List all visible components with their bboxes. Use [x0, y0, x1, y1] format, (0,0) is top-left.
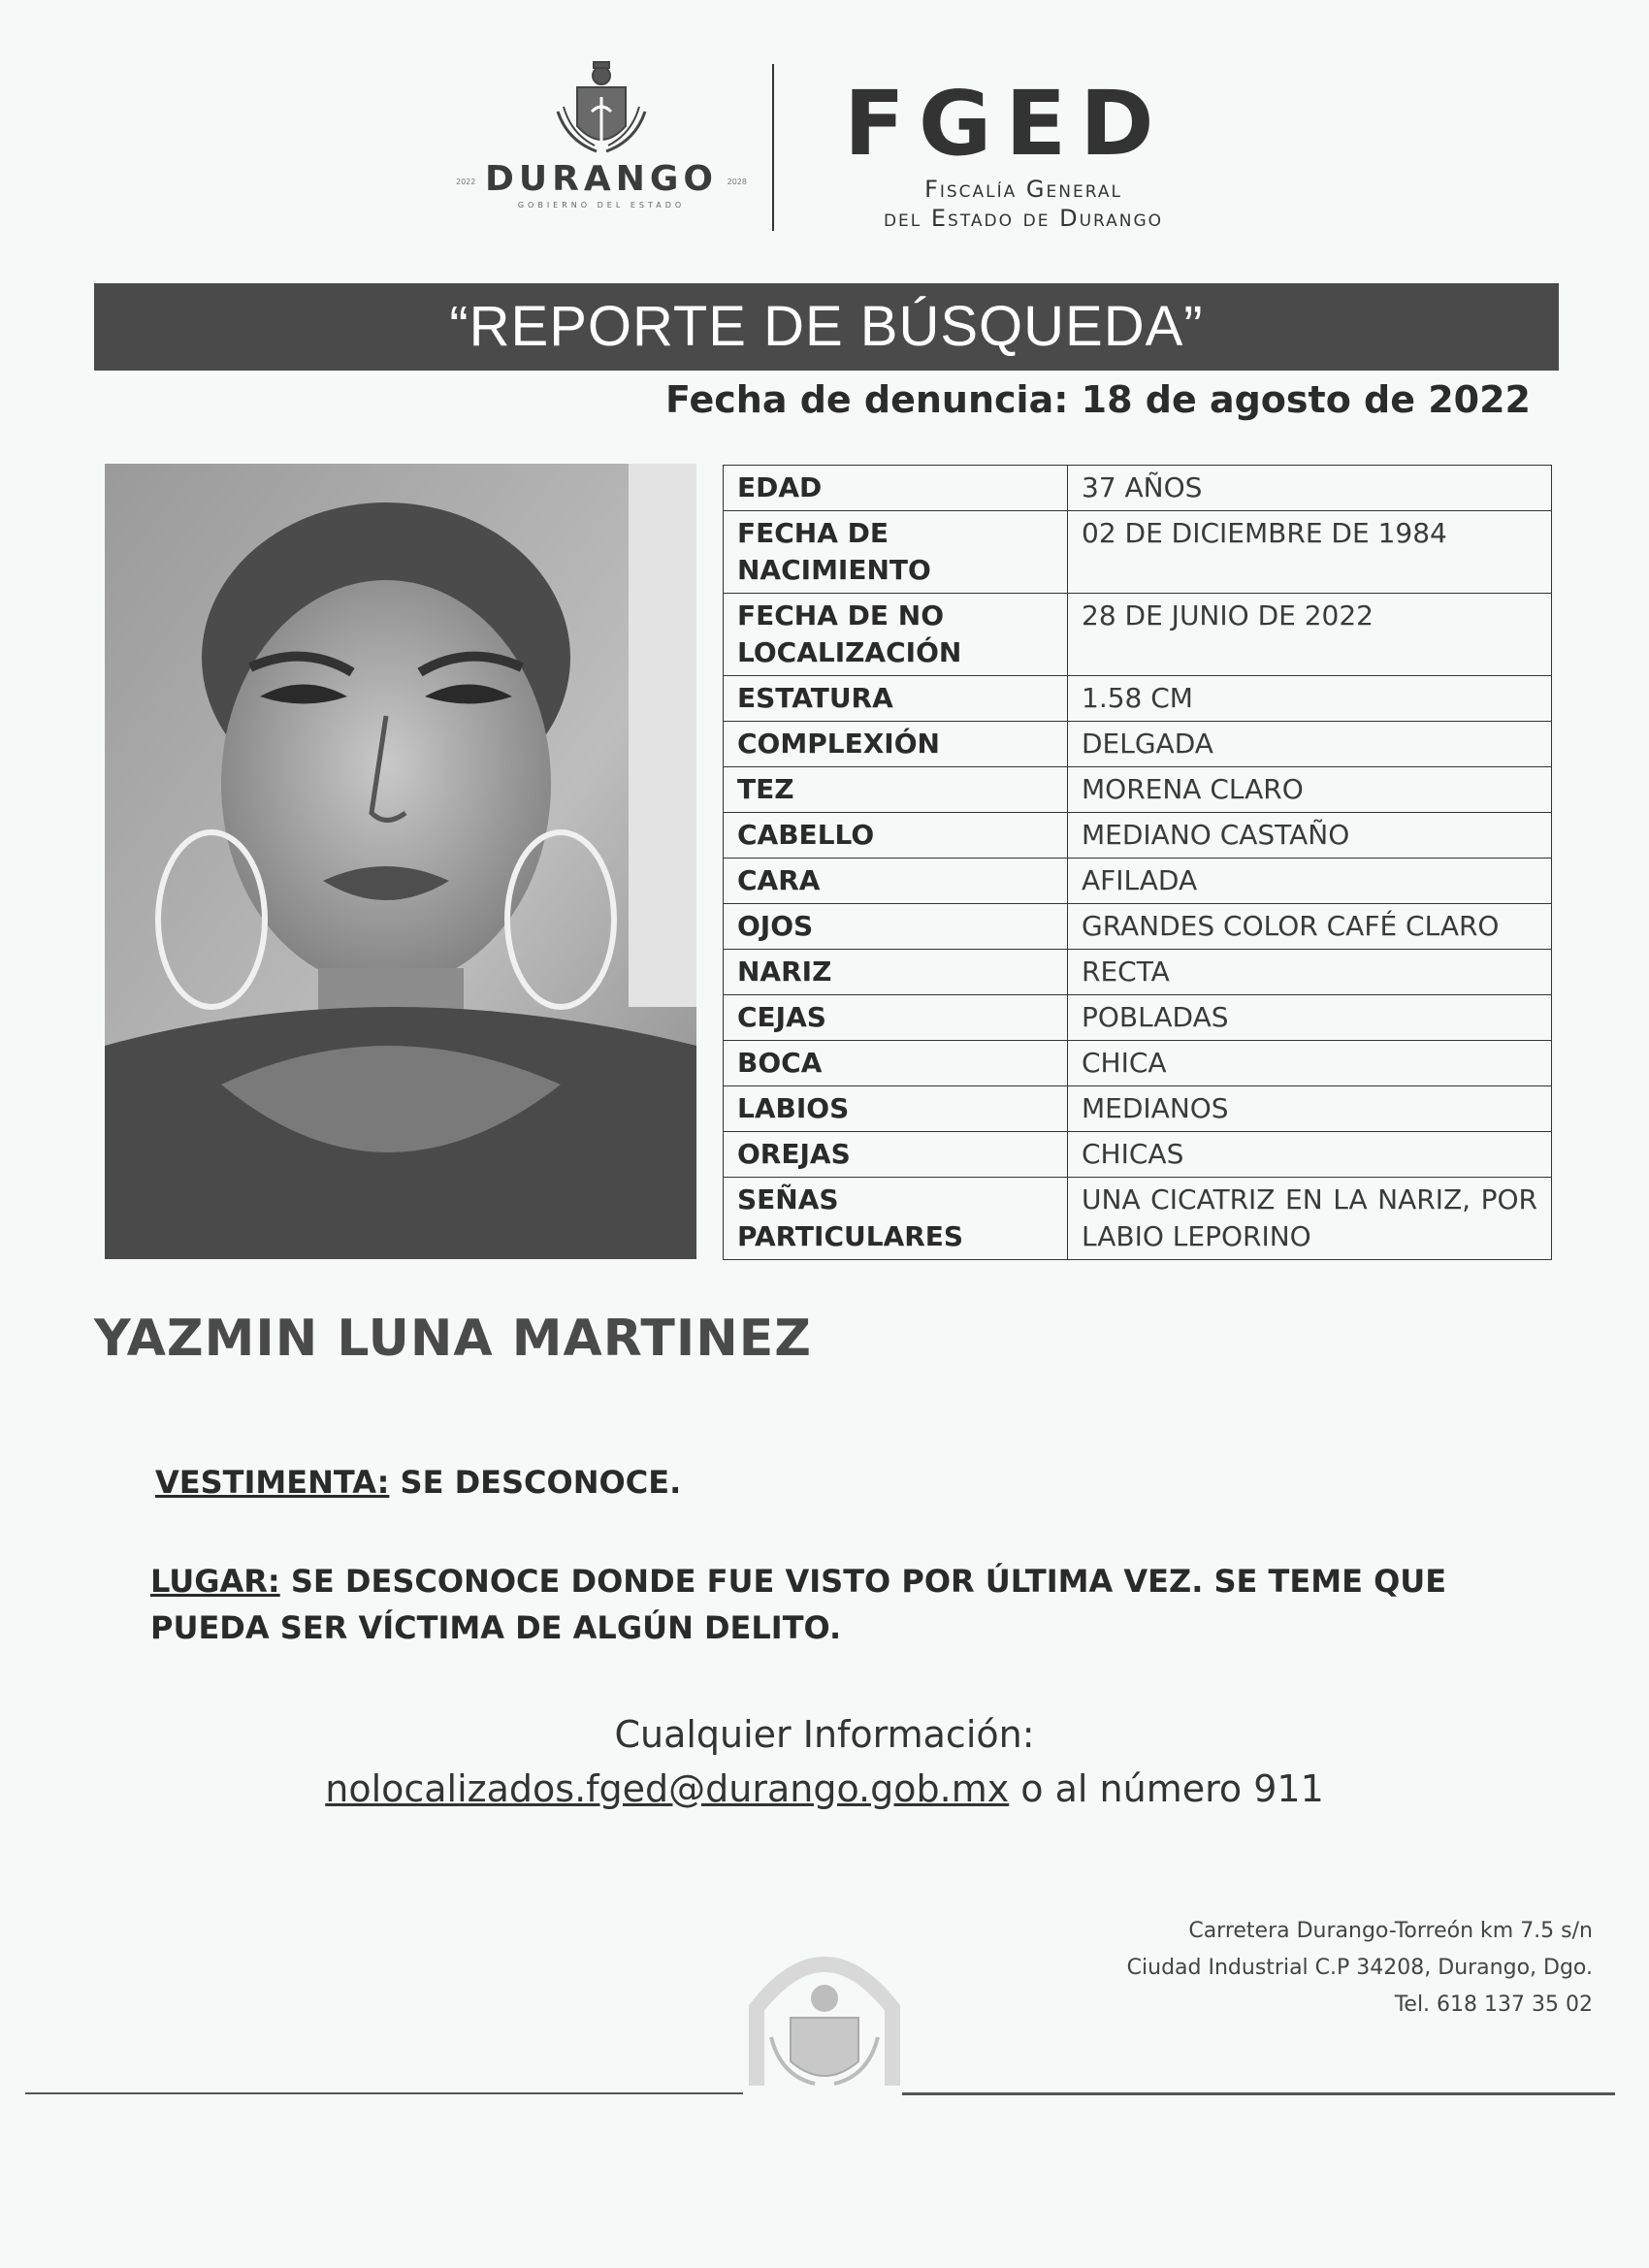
details-row [724, 1178, 1552, 1260]
clothing-paragraph [155, 1459, 681, 1506]
details-row [724, 813, 1552, 859]
fged-subtitle [844, 175, 1203, 233]
detail-label: SEÑAS PARTICULARES [724, 1178, 1068, 1260]
detail-label: TEZ [724, 767, 1068, 813]
address-line2: Ciudad Industrial C.P 34208, Durango, Dgo. [1126, 1956, 1593, 1980]
detail-label: COMPLEXIÓN [724, 722, 1068, 767]
state-seal-icon [737, 1930, 912, 2095]
detail-label: ESTATURA [724, 676, 1068, 722]
details-row [724, 1132, 1552, 1178]
durango-subtitle: GOBIERNO DEL ESTADO [517, 201, 686, 210]
detail-value: 1.58 CM [1068, 676, 1552, 722]
footer-rule-left [25, 2092, 743, 2094]
footer-seal [737, 1930, 912, 2099]
detail-label: BOCA [724, 1041, 1068, 1086]
details-row [724, 466, 1552, 511]
contact-email-link[interactable]: nolocalizados.fged@durango.gob.mx [325, 1767, 1010, 1810]
detail-value: CHICA [1068, 1041, 1552, 1086]
durango-logo [456, 58, 747, 243]
detail-label: CARA [724, 859, 1068, 904]
details-row [724, 676, 1552, 722]
address-line1: Carretera Durango-Torreón km 7.5 s/n [1188, 1919, 1593, 1943]
person-photo-icon [105, 464, 696, 1259]
details-row [724, 950, 1552, 995]
details-row [724, 594, 1552, 676]
detail-label: FECHA DE NO LOCALIZACIÓN [724, 594, 1068, 676]
fged-subtitle-line2: del Estado de Durango [883, 205, 1164, 232]
detail-value: UNA CICATRIZ EN LA NARIZ, POR LABIO LEPORINO [1068, 1178, 1552, 1260]
header-divider [772, 64, 774, 231]
detail-label: FECHA DE NACIMIENTO [724, 511, 1068, 594]
contact-section [0, 1707, 1649, 1816]
detail-value: DELGADA [1068, 722, 1552, 767]
fged-subtitle-line1: Fiscalía General [924, 176, 1122, 203]
detail-label: OREJAS [724, 1132, 1068, 1178]
details-row [724, 904, 1552, 950]
report-title: “REPORTE DE BÚSQUEDA” [94, 283, 1559, 371]
details-table [723, 465, 1552, 1260]
detail-value: MEDIANO CASTAÑO [1068, 813, 1552, 859]
address-phone: Tel. 618 137 35 02 [1394, 1993, 1593, 2017]
clothing-text: SE DESCONOCE. [389, 1464, 682, 1501]
detail-label: CABELLO [724, 813, 1068, 859]
person-name: YAZMIN LUNA MARTINEZ [94, 1310, 812, 1368]
detail-value: 37 AÑOS [1068, 466, 1552, 511]
detail-label: EDAD [724, 466, 1068, 511]
detail-value: 28 DE JUNIO DE 2022 [1068, 594, 1552, 676]
detail-value: MORENA CLARO [1068, 767, 1552, 813]
details-row [724, 767, 1552, 813]
details-row [724, 722, 1552, 767]
report-date: Fecha de denuncia: 18 de agosto de 2022 [665, 378, 1531, 421]
detail-value: GRANDES COLOR CAFÉ CLARO [1068, 904, 1552, 950]
detail-label: CEJAS [724, 995, 1068, 1041]
details-row [724, 511, 1552, 594]
contact-title: Cualquier Información: [614, 1713, 1035, 1756]
fged-logo: FGED [844, 72, 1168, 176]
durango-wordmark: DURANGO [485, 159, 718, 199]
detail-value: POBLADAS [1068, 995, 1552, 1041]
location-paragraph [150, 1558, 1557, 1651]
detail-value: AFILADA [1068, 859, 1552, 904]
footer-rule-right [902, 2092, 1615, 2095]
detail-value: 02 DE DICIEMBRE DE 1984 [1068, 511, 1552, 594]
contact-line [0, 1762, 1649, 1816]
detail-value: MEDIANOS [1068, 1086, 1552, 1132]
contact-phone-text: o al número 911 [1009, 1767, 1324, 1810]
details-row [724, 1041, 1552, 1086]
detail-value: RECTA [1068, 950, 1552, 995]
location-text: SE DESCONOCE DONDE FUE VISTO POR ÚLTIMA VEZ. SE TEME QUE PUEDA SER VÍCTIMA DE ALGÚN DELITO. [150, 1563, 1447, 1646]
location-label: LUGAR: [150, 1563, 280, 1600]
details-row [724, 1086, 1552, 1132]
durango-emblem-icon [548, 58, 655, 165]
clothing-label: VESTIMENTA: [155, 1464, 390, 1501]
missing-person-photo [105, 464, 696, 1259]
durango-year-left: 2022 [456, 178, 476, 186]
durango-year-right: 2028 [727, 178, 747, 186]
detail-value: CHICAS [1068, 1132, 1552, 1178]
detail-label: LABIOS [724, 1086, 1068, 1132]
details-row [724, 995, 1552, 1041]
details-row [724, 859, 1552, 904]
address-block [1127, 1913, 1593, 2024]
detail-label: OJOS [724, 904, 1068, 950]
detail-label: NARIZ [724, 950, 1068, 995]
